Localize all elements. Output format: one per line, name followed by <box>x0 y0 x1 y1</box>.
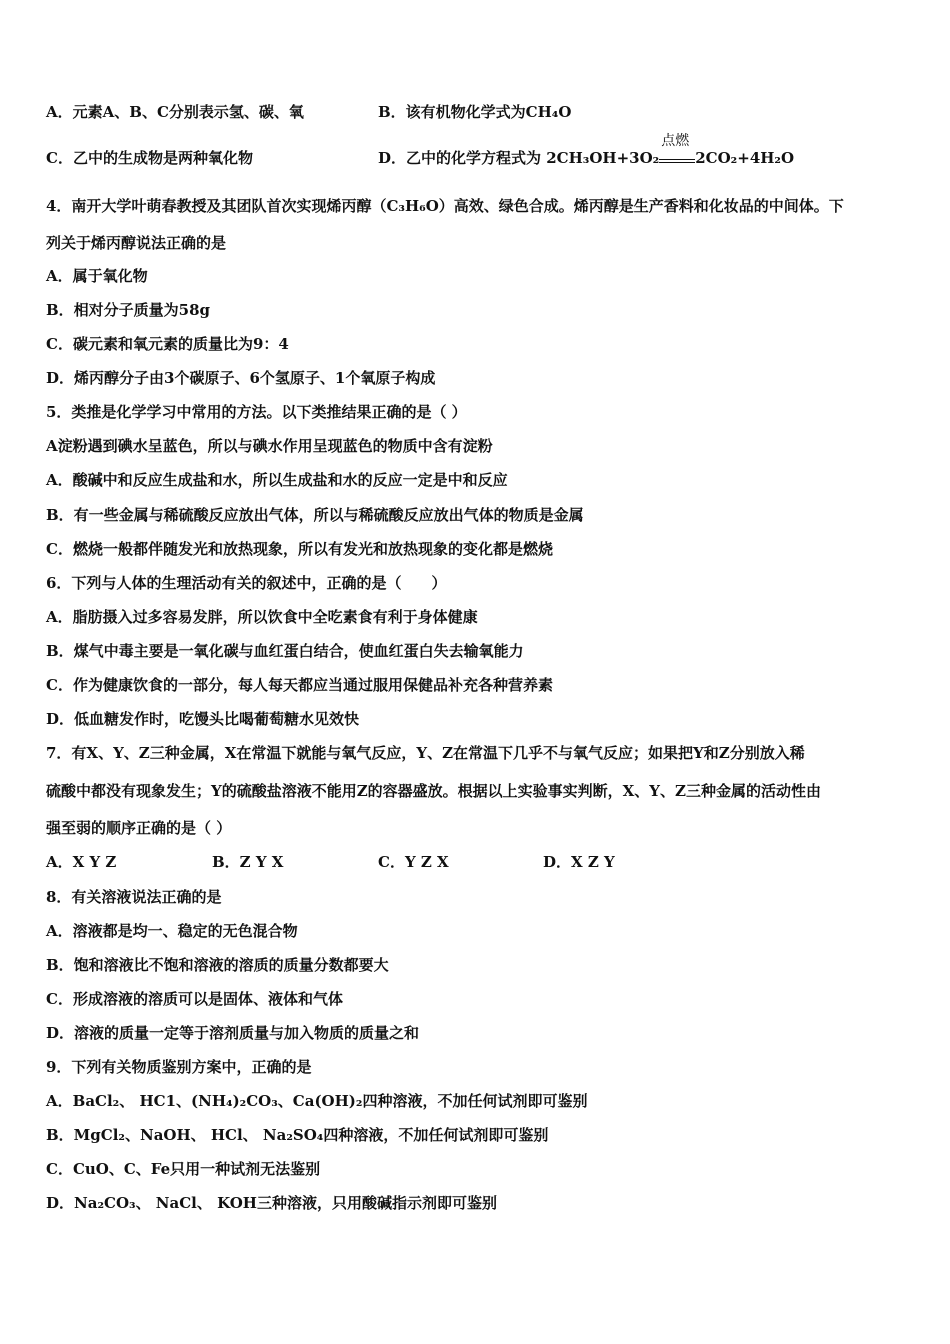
q8-option-c: C．形成溶液的溶质可以是固体、液体和气体 <box>46 990 343 1008</box>
q5-option-a-starch: A淀粉遇到碘水呈蓝色，所以与碘水作用呈现蓝色的物质中含有淀粉 <box>46 437 493 455</box>
q4-option-d: D．烯丙醇分子由3个碳原子、6个氢原子、1个氧原子构成 <box>46 369 436 387</box>
q6-stem: 6．下列与人体的生理活动有关的叙述中，正确的是（ ） <box>46 574 447 592</box>
q7-option-a: A．X Y Z <box>46 853 117 871</box>
q7-stem-line2: 硫酸中都没有现象发生；Y的硫酸盐溶液不能用Z的容器盛放。根据以上实验事实判断，X、Y、Z三种金属的活动性由 <box>46 782 821 800</box>
q5-option-b: B．有一些金属与稀硫酸反应放出气体，所以与稀硫酸反应放出气体的物质是金属 <box>46 506 584 524</box>
q7-stem-line1: 7．有X、Y、Z三种金属，X在常温下就能与氧气反应，Y、Z在常温下几乎不与氧气反应；如果把Y和Z分别放入稀 <box>46 744 805 762</box>
q4-option-a: A．属于氧化物 <box>46 267 148 285</box>
reaction-condition <box>659 133 695 169</box>
q4-option-b: B．相对分子质量为58g <box>46 301 211 319</box>
q6-option-a: A．脂肪摄入过多容易发胖，所以饮食中全吃素食有利于身体健康 <box>46 608 478 626</box>
q4-stem-line1: 4．南开大学叶萌春教授及其团队首次实现烯丙醇（C₃H₆O）高效、绿色合成。烯丙醇是生产香料和化妆品的中间体。下 <box>46 197 844 215</box>
q8-option-d: D．溶液的质量一定等于溶剂质量与加入物质的质量之和 <box>46 1024 420 1042</box>
q9-stem: 9．下列有关物质鉴别方案中，正确的是 <box>46 1058 312 1076</box>
reaction-condition-label: 点燃 <box>661 133 690 149</box>
q5-option-a: A．酸碱中和反应生成盐和水，所以生成盐和水的反应一定是中和反应 <box>46 471 508 489</box>
q9-option-b: B．MgCl₂、NaOH、 HCl、 Na₂SO₄四种溶液，不加任何试剂即可鉴别 <box>46 1126 549 1144</box>
q6-option-d: D．低血糖发作时，吃馒头比喝葡萄糖水见效快 <box>46 710 360 728</box>
q6-option-b: B．煤气中毒主要是一氧化碳与血红蛋白结合，使血红蛋白失去输氧能力 <box>46 642 524 660</box>
q5-stem: 5．类推是化学学习中常用的方法。以下类推结果正确的是（ ） <box>46 403 467 421</box>
q7-option-b: B．Z Y X <box>212 853 284 871</box>
q6-option-c: C．作为健康饮食的一部分，每人每天都应当通过服用保健品补充各种营养素 <box>46 676 553 694</box>
q3-option-d-reactants: D．乙中的化学方程式为 2CH₃OH+3O₂ <box>378 149 660 167</box>
q7-option-c: C．Y Z X <box>378 853 449 871</box>
q3-option-c: C．乙中的生成物是两种氧化物 <box>46 149 253 167</box>
equation-bar-lower <box>659 162 695 163</box>
q3-option-b: B．该有机物化学式为CH₄O <box>378 103 572 121</box>
q4-stem-line2: 列关于烯丙醇说法正确的是 <box>46 234 227 252</box>
q9-option-a: A．BaCl₂、 HC1、(NH₄)₂CO₃、Ca(OH)₂四种溶液，不加任何试剂即可鉴别 <box>46 1092 588 1110</box>
q4-option-c: C．碳元素和氧元素的质量比为9：4 <box>46 335 289 353</box>
equation-bar <box>659 159 695 160</box>
q7-stem-line3: 强至弱的顺序正确的是（ ） <box>46 819 232 837</box>
q9-option-c: C．CuO、C、Fe只用一种试剂无法鉴别 <box>46 1160 321 1178</box>
q9-option-d: D．Na₂CO₃、 NaCl、 KOH三种溶液，只用酸碱指示剂即可鉴别 <box>46 1194 497 1212</box>
q8-option-b: B．饱和溶液比不饱和溶液的溶质的质量分数都要大 <box>46 956 389 974</box>
q8-option-a: A．溶液都是均一、稳定的无色混合物 <box>46 922 298 940</box>
q8-stem: 8．有关溶液说法正确的是 <box>46 888 222 906</box>
q3-option-d <box>378 133 795 169</box>
q7-option-d: D．X Z Y <box>543 853 615 871</box>
q3-option-d-products: 2CO₂+4H₂O <box>695 149 795 167</box>
q3-option-a: A．元素A、B、C分别表示氢、碳、氧 <box>46 103 304 121</box>
q5-option-c: C．燃烧一般都伴随发光和放热现象，所以有发光和放热现象的变化都是燃烧 <box>46 540 553 558</box>
